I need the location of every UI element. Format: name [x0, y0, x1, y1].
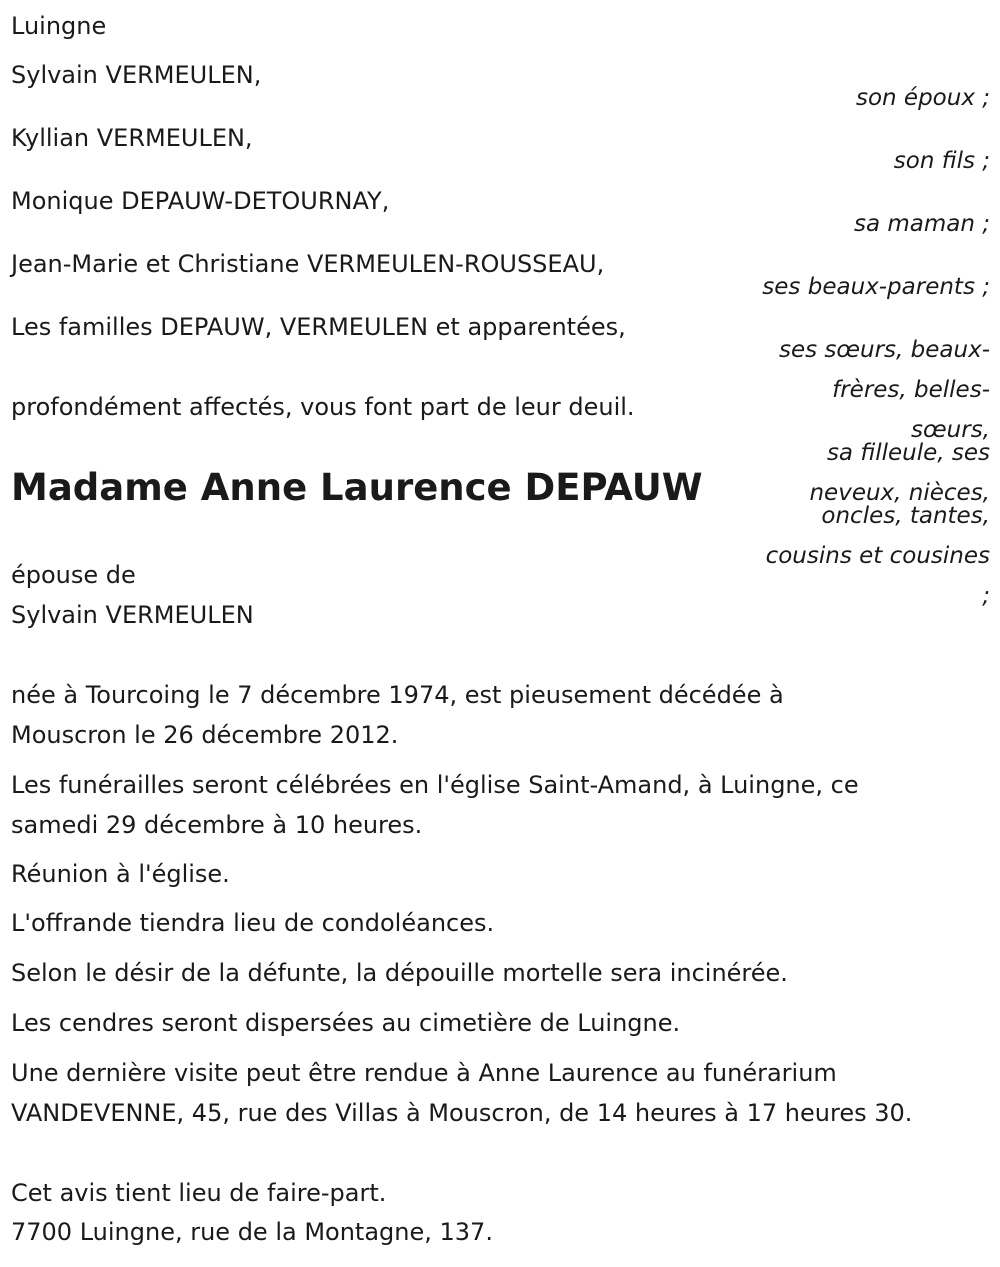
- announcement-text: profondément affectés, vous font part de leur deuil.: [11, 393, 635, 421]
- notice-text: Cet avis tient lieu de faire-part.: [11, 1179, 387, 1207]
- mourner-relation-in-laws: ses beaux-parents ;: [762, 274, 990, 300]
- mourner-relation-son: son fils ;: [893, 148, 990, 174]
- mourner-name-mother: Monique DEPAUW-DETOURNAY,: [11, 187, 390, 215]
- relation-uncles: oncles, tantes,: [821, 503, 990, 529]
- mourner-relation-mother: sa maman ;: [853, 211, 990, 237]
- relation-siblings-line-2: frères, belles-: [832, 377, 990, 403]
- relation-siblings-line-3: sœurs,: [911, 417, 990, 443]
- deceased-name: Madame Anne Laurence DEPAUW: [11, 466, 703, 509]
- cremation-text: Selon le désir de la défunte, la dépouille mortelle sera incinérée.: [11, 959, 788, 987]
- mourner-relation-spouse: son époux ;: [855, 85, 990, 111]
- spouse-label: épouse de: [11, 561, 136, 589]
- spouse-name: Sylvain VERMEULEN: [11, 601, 254, 629]
- meeting-text: Réunion à l'église.: [11, 860, 230, 888]
- funeral-line-1: Les funérailles seront célébrées en l'église Saint-Amand, à Luingne, ce: [11, 771, 859, 799]
- relation-cousins-line-2: ;: [982, 583, 990, 609]
- birth-death-line-1: née à Tourcoing le 7 décembre 1974, est pieusement décédée à: [11, 681, 784, 709]
- relation-goddaughter-line-1: sa filleule, ses: [826, 440, 990, 466]
- relation-siblings-line-1: ses sœurs, beaux-: [778, 337, 990, 363]
- funeral-line-2: samedi 29 décembre à 10 heures.: [11, 811, 423, 839]
- mourner-name-son: Kyllian VERMEULEN,: [11, 124, 253, 152]
- mourner-name-in-laws: Jean-Marie et Christiane VERMEULEN-ROUSSEAU,: [11, 250, 605, 278]
- relation-cousins-line-1: cousins et cousines: [765, 543, 990, 569]
- ashes-text: Les cendres seront dispersées au cimetière de Luingne.: [11, 1009, 681, 1037]
- offering-text: L'offrande tiendra lieu de condoléances.: [11, 909, 495, 937]
- village-name: Luingne: [11, 12, 107, 40]
- visit-line-1: Une dernière visite peut être rendue à Anne Laurence au funérarium: [11, 1059, 837, 1087]
- birth-death-line-2: Mouscron le 26 décembre 2012.: [11, 721, 399, 749]
- family-address: 7700 Luingne, rue de la Montagne, 137.: [11, 1218, 493, 1246]
- mourner-name-spouse: Sylvain VERMEULEN,: [11, 61, 262, 89]
- relation-goddaughter-line-2: neveux, nièces,: [809, 480, 990, 506]
- visit-line-2: VANDEVENNE, 45, rue des Villas à Mouscron, de 14 heures à 17 heures 30.: [11, 1099, 913, 1127]
- mourner-name-families: Les familles DEPAUW, VERMEULEN et apparentées,: [11, 313, 626, 341]
